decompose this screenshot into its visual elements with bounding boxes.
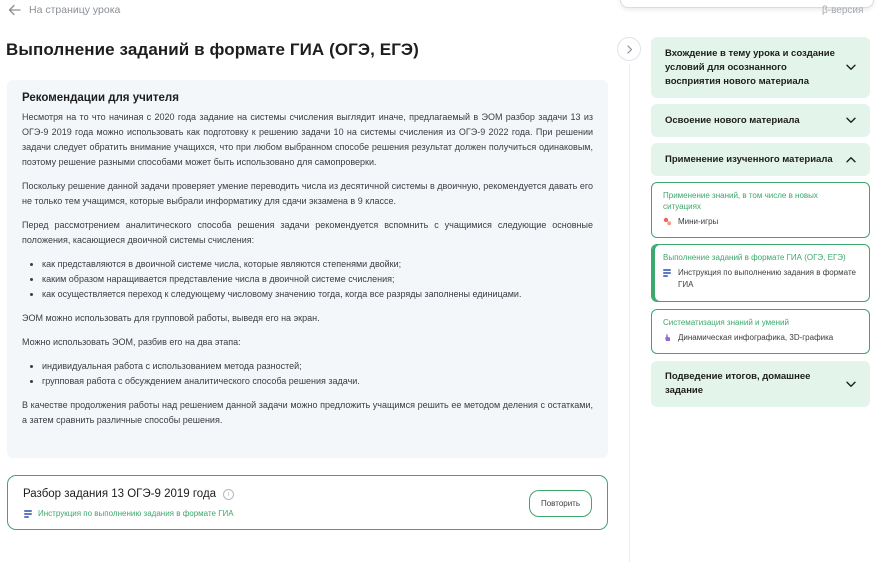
- retry-button[interactable]: Повторить: [529, 490, 592, 517]
- list-item: каким образом наращивается представление числа в двоичной системе счисления;: [22, 272, 593, 287]
- sidebar-section-label: Подведение итогов, домашнее задание: [665, 371, 811, 396]
- list-item: групповая работа с обсуждением аналитического способа решения задачи.: [22, 374, 593, 389]
- sidebar-item-sub: [663, 332, 858, 344]
- arrow-left-icon: [8, 4, 21, 16]
- task-title: Разбор задания 13 ОГЭ-9 2019 года: [23, 488, 217, 500]
- recommendations-paragraph: Перед рассмотрением аналитического способа решения задачи рекомендуется вспомнить с учащимися следующие основные положения, касающиеся двоичной системы счисления:: [22, 220, 593, 245]
- recommendations-paragraph: В качестве продолжения работы над решением данной задачи можно предложить учащимся решить ее методом деления с остатками, а затем сравнить различные способы решения.: [22, 400, 593, 425]
- sidebar-item-gia-tasks[interactable]: [651, 244, 870, 302]
- chevron-up-icon: [846, 156, 856, 163]
- toggle-sidebar-button[interactable]: [617, 37, 641, 61]
- binary-points-list: [22, 257, 593, 302]
- chevron-down-icon: [846, 117, 856, 124]
- sidebar-item-title: Применение знаний, в том числе в новых ситуациях: [663, 191, 818, 211]
- sidebar-divider: [629, 64, 630, 562]
- stages-list: [22, 359, 593, 389]
- instruction-doc-icon: [24, 509, 32, 518]
- sidebar-item-title: Систематизация знаний и умений: [663, 318, 789, 327]
- sidebar-section-intro[interactable]: [651, 37, 870, 98]
- instruction-doc-icon: [663, 268, 672, 277]
- back-to-lesson-link[interactable]: [8, 4, 120, 16]
- hand-pointer-icon: [663, 333, 672, 342]
- info-icon[interactable]: i: [223, 489, 234, 500]
- task-subtitle: Инструкция по выполнению задания в формате ГИА: [38, 509, 234, 518]
- list-item: как осуществляется переход к следующему числовому значению тогда, когда все разряды заполнены единицами.: [22, 287, 593, 302]
- sidebar-section-new-material[interactable]: [651, 104, 870, 137]
- sidebar-item-sub-label: Динамическая инфографика, 3D-графика: [678, 333, 834, 342]
- task-subtitle-row: [24, 509, 234, 518]
- recommendations-paragraph: Несмотря на то что начиная с 2020 года задание на системы счисления выглядит иначе, предлагаемый в ЭОМ разбор задачи 13 из ОГЭ-9 2019 года можно использовать как подготовку к решению задачи 10 на системы счисления из ОГЭ-9 2022 года. При решении задачи следует обратить внимание учащихся, что при любом выбранном способе решения результат должен получиться одинаковым, поэтому решение разными способами может быть использовано для самопроверки.: [22, 112, 593, 167]
- puzzle-icon: [663, 217, 672, 226]
- chevron-down-icon: [846, 381, 856, 388]
- page-title: Выполнение заданий в формате ГИА (ОГЭ, ЕГЭ): [6, 40, 419, 59]
- sidebar-item-sub: [663, 216, 858, 228]
- recommendations-title: Рекомендации для учителя: [22, 92, 179, 104]
- sidebar-item-title: Выполнение заданий в формате ГИА (ОГЭ, ЕГЭ): [663, 253, 846, 262]
- teacher-recommendations: [7, 80, 608, 458]
- sidebar-item-systematization[interactable]: [651, 309, 870, 354]
- sidebar-section-summary[interactable]: [651, 361, 870, 407]
- sidebar-section-application[interactable]: [651, 143, 870, 176]
- sidebar-section-label: Применение изученного материала: [665, 153, 833, 165]
- sidebar-item-knowledge-application[interactable]: [651, 182, 870, 238]
- task-card[interactable]: [7, 475, 608, 530]
- beta-label: β-версия: [822, 5, 864, 16]
- chevron-down-icon: [846, 64, 856, 71]
- sidebar-item-sub-label: Инструкция по выполнению задания в формате ГИА: [678, 268, 856, 289]
- sidebar-item-sub: [663, 267, 858, 291]
- recommendations-paragraph: Можно использовать ЭОМ, разбив его на два этапа:: [22, 337, 241, 347]
- list-item: индивидуальная работа с использованием метода разностей;: [22, 359, 593, 374]
- task-title-row: [23, 488, 234, 500]
- sidebar-section-label: Освоение нового материала: [665, 114, 800, 126]
- recommendations-paragraph: ЭОМ можно использовать для групповой работы, выведя его на экран.: [22, 313, 320, 323]
- sidebar-item-sub-label: Мини-игры: [678, 217, 719, 226]
- list-item: как представляются в двоичной системе числа, которые являются степенями двойки;: [22, 257, 593, 272]
- recommendations-paragraph: Поскольку решение данной задачи проверяет умение переводить числа из десятичной системы в двоичную, рекомендуется давать его не только тем учащимся, которые выбрали информатику для сдачи экзамена в 9 классе.: [22, 181, 593, 206]
- back-link-label: На страницу урока: [29, 4, 121, 16]
- chevron-right-icon: [625, 45, 634, 54]
- sidebar-section-label: Вхождение в тему урока и создание условий для осознанного восприятия нового материала: [665, 47, 835, 87]
